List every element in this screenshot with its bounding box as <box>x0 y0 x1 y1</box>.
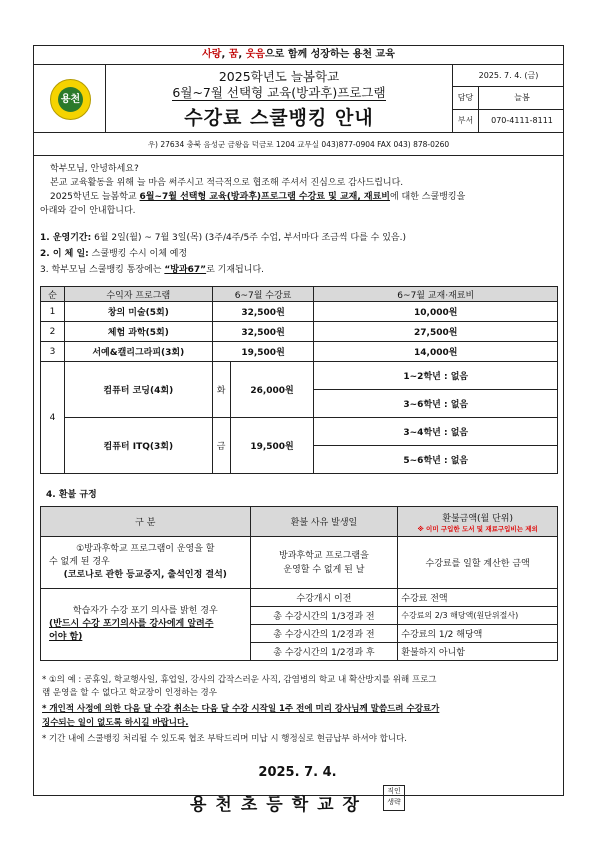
seal-stamp <box>383 785 405 811</box>
item-period <box>40 231 406 245</box>
col-header: 수익자 프로그램 <box>64 287 212 302</box>
title-program <box>106 83 452 101</box>
cat-text: 어야 함) <box>49 632 83 642</box>
refund-amount: 수강료의 2/3 해당액(원단위절사) <box>398 607 558 625</box>
class-day: 화 <box>212 362 230 418</box>
note-line: 징수되는 일이 없도록 하시길 바랍니다. <box>42 718 189 728</box>
fee-value: 32,500원 <box>212 302 314 322</box>
greeting: 학부모님, 안녕하세요? <box>50 164 139 174</box>
manager-row <box>453 87 564 110</box>
material-value: 10,000원 <box>314 302 558 322</box>
col-header: 6~7월 수강료 <box>212 287 314 302</box>
principal-signature: 용천초등학교장 <box>190 795 368 815</box>
exclusion-note: ※ 이미 구입한 도서 및 재료구입비는 제외 <box>417 524 538 533</box>
refund-reason: 총 수강시간의 1/2경과 전 <box>250 625 398 643</box>
manager-label: 담당 <box>453 87 479 109</box>
manager-value: 늘봄 <box>514 93 530 102</box>
refund-title: 4. 환불 규정 <box>46 490 97 500</box>
col-header: 환불 사유 발생일 <box>250 507 398 537</box>
row-no: 2 <box>41 322 65 342</box>
letterhead <box>33 45 564 156</box>
cat-text: (반드시 수강 포기의사를 강사에게 알려주 <box>49 619 214 629</box>
intro-text: 2025학년도 늘봄학교 <box>50 192 140 202</box>
material-value: 27,500원 <box>314 322 558 342</box>
note-line: * 기간 내에 스쿨뱅킹 처리될 수 있도록 협조 부탁드리며 미납 시 행정실로 현금납부 하셔야 합니다. <box>42 734 408 744</box>
school-logo-icon <box>50 79 91 120</box>
col-header: 순 <box>41 287 65 302</box>
title-block <box>106 65 452 133</box>
refund-reason: 수강개시 이전 <box>250 589 398 607</box>
fee-value: 26,000원 <box>230 362 314 418</box>
material-value: 3~6학년 : 없음 <box>314 390 558 418</box>
motto-sep: , <box>238 49 246 60</box>
refund-amount: 환불하지 아니함 <box>398 643 558 661</box>
school-address: 우) 27634 충북 음성군 금왕읍 덕금로 1204 교무실 043)877-0904 FAX 043) 878-0260 <box>147 140 450 149</box>
logo-text: 용천 <box>58 87 83 112</box>
refund-reason: 총 수강시간의 1/3경과 전 <box>250 607 398 625</box>
row-no: 4 <box>41 362 65 474</box>
refund-amount: 수강료를 일할 계산한 금액 <box>398 537 558 589</box>
dept-row <box>453 110 564 133</box>
school-motto <box>34 46 563 65</box>
program-name: 서예&캘리그라피(3회) <box>64 342 212 362</box>
row-no: 3 <box>41 342 65 362</box>
item-transfer <box>40 247 187 261</box>
material-value: 5~6학년 : 없음 <box>314 446 558 474</box>
class-day: 금 <box>212 418 230 474</box>
table-row <box>41 322 558 342</box>
title-row <box>34 65 563 133</box>
item-label: 1. 운영기간: <box>40 233 92 243</box>
row-no: 1 <box>41 302 65 322</box>
info-box <box>452 65 564 133</box>
table-row <box>41 342 558 362</box>
col-header <box>398 507 558 537</box>
refund-amount: 수강료 전액 <box>398 589 558 607</box>
cat-text: 학습자가 수강 포기 의사를 밝힌 경우 <box>72 606 218 616</box>
program-name: 컴퓨터 ITQ(3회) <box>64 418 212 474</box>
item-bankbook <box>40 263 264 277</box>
refund-category <box>41 537 251 589</box>
table-row <box>41 537 558 589</box>
logo-cell <box>34 65 106 133</box>
fee-value: 19,500원 <box>230 418 314 474</box>
title-year: 2025학년도 늘봄학교 <box>218 69 340 84</box>
refund-reason <box>250 537 398 589</box>
program-name: 컴퓨터 코딩(4회) <box>64 362 212 418</box>
refund-table <box>40 506 558 661</box>
item-emphasis: “방과67” <box>164 265 207 275</box>
refund-category <box>41 589 251 661</box>
note-line: * 개인적 사정에 의한 다음 달 수강 취소는 다음 달 수강 시작일 1주 전에 미리 강사님께 말씀드려 수강료가 <box>42 704 440 714</box>
item-text: 로 기재됩니다. <box>206 265 264 275</box>
refund-reason: 총 수강시간의 1/2경과 후 <box>250 643 398 661</box>
fee-value: 32,500원 <box>212 322 314 342</box>
dept-label: 부서 <box>453 110 479 133</box>
issue-date: 2025. 7. 4. (금) <box>453 65 564 87</box>
reason-text: 방과후학교 프로그램을 <box>279 550 369 561</box>
item-label: 2. 이 체 일: <box>40 249 89 259</box>
reason-text: 운영할 수 없게 된 날 <box>283 564 365 575</box>
page-title: 수강료 스쿨뱅킹 안내 <box>184 107 374 129</box>
footer-date: 2025. 7. 4. <box>258 765 337 780</box>
intro-line <box>50 190 465 204</box>
item-text: 스쿨뱅킹 수시 이체 예정 <box>88 249 188 259</box>
motto-sep: , <box>221 49 229 60</box>
title-program-text: 6월~7월 선택형 교육(방과후)프로그램 <box>172 85 386 100</box>
note-line: 램 운영을 할 수 없다고 학교장이 인정하는 경우 <box>42 688 217 698</box>
item-text: 3. 학부모님 스쿨뱅킹 통장에는 <box>40 265 165 275</box>
intro-emphasis: 6월~7월 선택형 교육(방과후)프로그램 수강료 및 교재, 재료비 <box>139 192 390 202</box>
col-header: 구 분 <box>41 507 251 537</box>
dept-phone: 070-4111-8111 <box>491 116 553 125</box>
material-value: 3~4학년 : 없음 <box>314 418 558 446</box>
col-header: 6~7월 교재·재료비 <box>314 287 558 302</box>
note-line: * ①의 예 : 공휴일, 학교행사일, 휴업일, 강사의 갑작스러운 사직, 감염병의 학교 내 확산방지를 위해 프로그 <box>42 675 437 685</box>
program-name: 체험 과학(5회) <box>64 322 212 342</box>
material-value: 14,000원 <box>314 342 558 362</box>
intro-text: 에 대한 스쿨뱅킹을 <box>389 192 466 202</box>
cat-text: (코로나로 관한 등교중지, 출석인정 결석) <box>63 570 227 580</box>
motto-smile: 웃음 <box>245 49 266 60</box>
fee-table <box>40 286 558 474</box>
refund-amount: 수강료의 1/2 해당액 <box>398 625 558 643</box>
fee-value: 19,500원 <box>212 342 314 362</box>
motto-rest: 으로 함께 성장하는 용천 교육 <box>265 49 395 60</box>
stamp-text: 생략 <box>387 798 401 806</box>
intro-line: 아래와 같이 안내합니다. <box>40 206 136 216</box>
table-row <box>41 418 558 446</box>
stamp-text: 직인 <box>387 787 401 795</box>
table-row <box>41 589 558 607</box>
table-header-row <box>41 287 558 302</box>
table-header-row <box>41 507 558 537</box>
motto-love: 사랑 <box>202 49 222 60</box>
intro-line: 본교 교육활동을 위해 늘 마음 써주시고 적극적으로 협조해 주셔서 진심으로 감사드립니다. <box>50 178 404 188</box>
cat-text: 수 없게 된 경우 <box>49 557 110 567</box>
table-row <box>41 362 558 390</box>
amount-header: 환불금액(월 단위) <box>442 513 514 524</box>
cat-text: ①방과후학교 프로그램이 운영을 할 <box>76 544 215 554</box>
table-row <box>41 302 558 322</box>
program-name: 창의 미술(5회) <box>64 302 212 322</box>
motto-dream: 꿈 <box>228 49 239 60</box>
item-text: 6월 2일(월) ~ 7월 3일(목) (3주/4주/5주 수업, 부서마다 조금씩 다를 수 있음.) <box>91 233 406 243</box>
material-value: 1~2학년 : 없음 <box>314 362 558 390</box>
